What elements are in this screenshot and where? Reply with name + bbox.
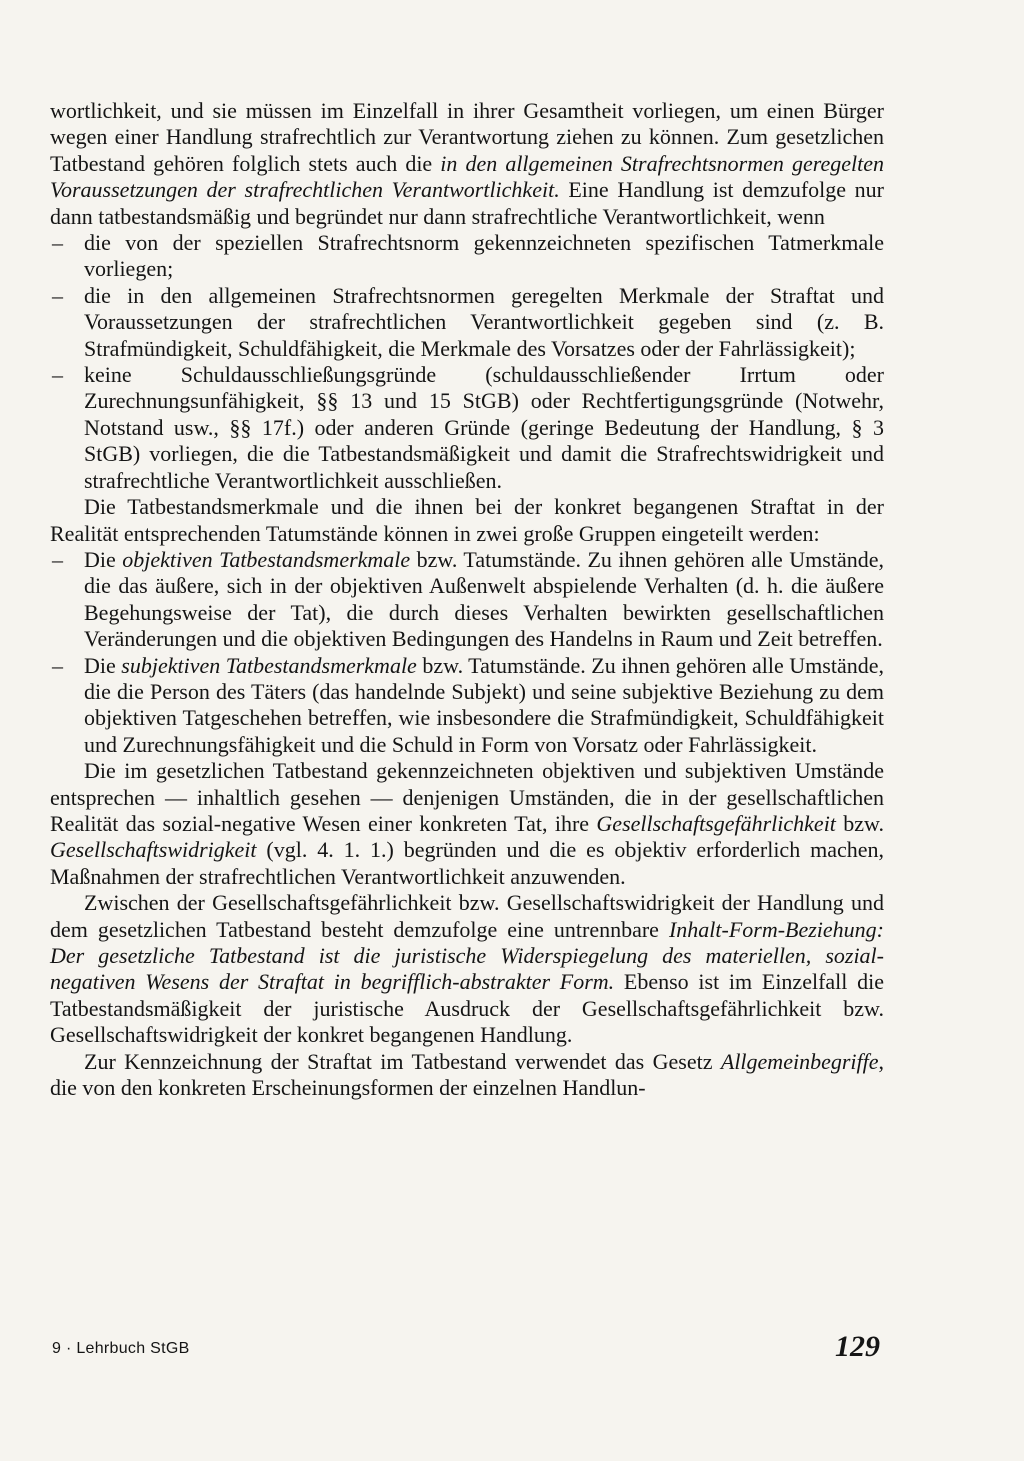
paragraph-1-text: wortlichkeit, und sie müssen im Einzelfall in ihrer Gesamtheit vorliegen, um einen Bürger wegen einer Handlung strafrechtlich zur Verantwortung ziehen zu können. Zum gesetzlichen Tatbestand gehören folglich stets auch die	[50, 98, 884, 176]
signature-mark: 9 · Lehrbuch StGB	[52, 1340, 190, 1357]
list-item: – die von der speziellen Strafrechtsnorm gekennzeichneten spezifischen Tatmerkmale vorliegen;	[52, 230, 884, 282]
list-item-objective: – Die objektiven Tatbestandsmerkmale bzw. Tatumstände. Zu ihnen gehören alle Umstände, die das äußere, sich in der objektiven Außenwelt abspielende Verhalten (d. h. die äußere Begehungsweise der Tat), die durch dieses Verhalten bewirkten gesellschaftlichen Veränderungen und die objektiven Bedingungen des Handelns in Raum und Zeit betreffen.	[52, 546, 884, 652]
paragraph-4: Zwischen der Gesellschaftsgefährlichkeit bzw. Gesellschaftswidrigkeit der Handlung und dem gesetzlichen Tatbestand besteht demzufolge eine untrennbare Inhalt-Form-Beziehung: Der gesetzliche Tatbestand ist die juristische Widerspiegelung des materiellen, sozial-negativen Wesens der Straftat in begrifflich-abstrakter Form. Ebenso ist im Einzelfall die Tatbestandsmäßigkeit der juristische Ausdruck der Gesellschaftsgefährlichkeit bzw. Gesellschaftswidrigkeit der konkret begangenen Handlung.	[50, 890, 884, 1048]
paragraph-5: Zur Kennzeichnung der Straftat im Tatbestand verwendet das Gesetz Allgemeinbegriffe, die von den konkreten Erscheinungsformen der einzelnen Handlun-	[50, 1048, 884, 1101]
list-item-subjective: – Die subjektiven Tatbestandsmerkmale bzw. Tatumstände. Zu ihnen gehören alle Umstände, die die Person des Täters (das handelnde Subjekt) und seine subjektive Beziehung zu dem objektiven Tatgeschehen betreffen, wie insbesondere die Strafmündigkeit, Schuldfähigkeit und Zurechnungsfähigkeit und die Schuld in Form von Vorsatz oder Fahrlässigkeit.	[52, 652, 884, 757]
subjective-term: subjektiven Tatbestandsmerkmale	[121, 652, 417, 678]
list-item: – keine Schuldausschließungsgründe (schuldausschließender Irrtum oder Zurechnungsunfähigkeit, §§ 13 und 15 StGB) oder Rechtfertigungsgründe (Notwehr, Notstand usw., §§ 17f.) oder anderen Gründe (geringe Bedeutung der Handlung, § 3 StGB) vorliegen, die die Tatbestandsmäßigkeit und damit die Strafrechtswidrigkeit und strafrechtliche Verantwortlichkeit ausschließen.	[52, 362, 884, 493]
paragraph-1-emphasis: in den allgemeinen Strafrechtsnormen geregelten Voraussetzungen der strafrechtlichen Verantwortlichkeit.	[50, 150, 884, 203]
page-body	[50, 98, 884, 1101]
paragraph-2: Die Tatbestandsmerkmale und die ihnen bei der konkret begangenen Straftat in der Realität entsprechenden Tatumstände können in zwei große Gruppen eingeteilt werden:	[50, 494, 884, 546]
page-footer	[50, 1330, 884, 1370]
list-item: – die in den allgemeinen Strafrechtsnormen geregelten Merkmale der Straftat und Voraussetzungen der strafrechtlichen Verantwortlichkeit gegeben sind (z. B. Strafmündigkeit, Schuldfähigkeit, die Merkmale des Vorsatzes oder der Fahrlässigkeit);	[52, 282, 884, 361]
paragraph-3: Die im gesetzlichen Tatbestand gekennzeichneten objektiven und subjektiven Umstände entsprechen — inhaltlich gesehen — denjenigen Umständen, die in der gesellschaftlichen Realität das sozial-negative Wesen einer konkreten Tat, ihre Gesellschaftsgefährlichkeit bzw. Gesellschaftswidrigkeit (vgl. 4. 1. 1.) begründen und die es objektiv erforderlich machen, Maßnahmen der strafrechtlichen Verantwortlichkeit anzuwenden.	[50, 758, 884, 889]
paragraph-1-text-end: Eine Handlung ist demzufolge nur dann tatbestandsmäßig und begründet nur dann strafrechtliche Verantwortlichkeit, wenn	[50, 177, 885, 229]
page-number: 129	[835, 1330, 880, 1363]
paragraph-1	[50, 98, 884, 230]
objective-term: objektiven Tatbestandsmerkmale	[122, 546, 411, 572]
